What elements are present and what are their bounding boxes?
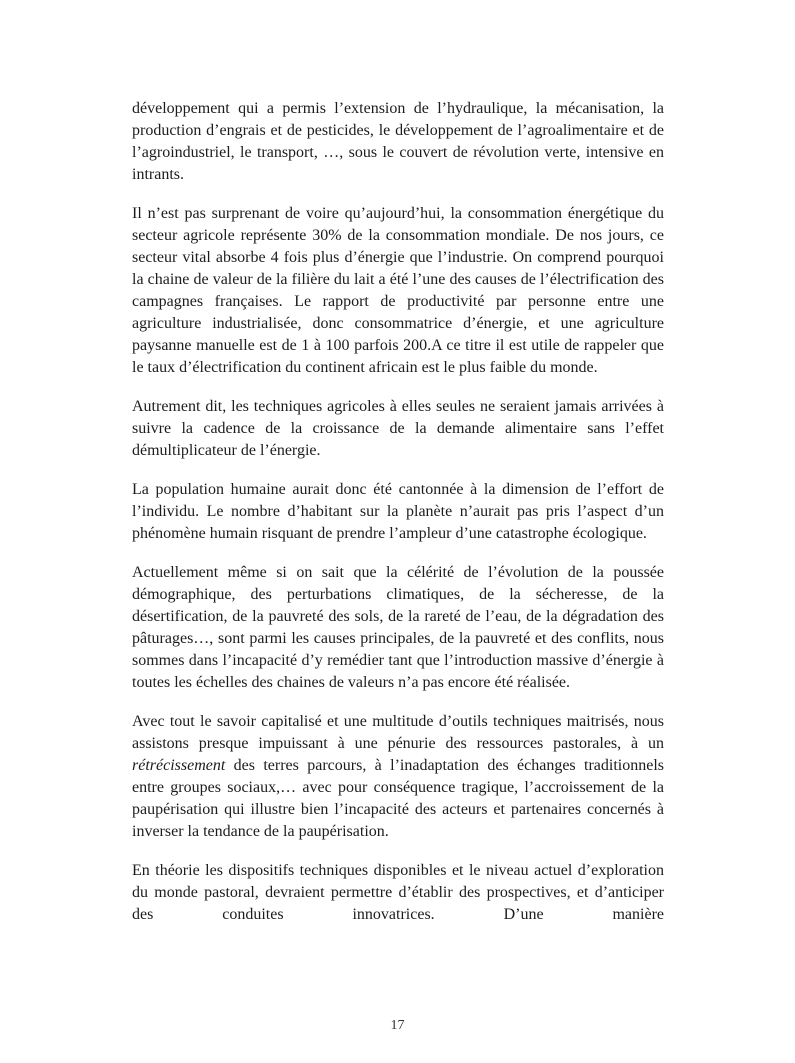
paragraph: Il n’est pas surprenant de voire qu’aujourd’hui, la consommation énergétique du secteur agricole représente 30% de la consommation mondiale. De nos jours, ce secteur vital absorbe 4 fois plus d’énergie que l’industrie. On comprend pourquoi la chaine de valeur de la filière du lait a été l’une des causes de l’électrification des campagnes françaises. Le rapport de productivité par personne entre une agriculture industrialisée, donc consommatrice d’énergie, et une agriculture paysanne manuelle est de 1 à 100 parfois 200.A ce titre il est utile de rappeler que le taux d’électrification du continent africain est le plus faible du monde. xyxy=(132,205,664,376)
paragraph xyxy=(132,711,664,843)
document-body xyxy=(132,98,664,943)
paragraph: Actuellement même si on sait que la célérité de l’évolution de la poussée démographique, des perturbations climatiques, de la sécheresse, de la désertification, de la pauvreté des sols, de la rareté de l’eau, de la dégradation des pâturages…, sont parmi les causes principales, de la pauvreté et des conflits, nous sommes dans l’incapacité d’y remédier tant que l’introduction massive d’énergie à toutes les échelles des chaines de valeurs n’a pas encore été réalisée. xyxy=(132,564,664,691)
paragraph: En théorie les dispositifs techniques disponibles et le niveau actuel d’exploration du monde pastoral, devraient permettre d’établir des prospectives, et d’anticiper des conduites innovatrices. D’une manière xyxy=(132,862,664,923)
paragraph-text: des terres parcours, à l’inadaptation des échanges traditionnels entre groupes sociaux,… avec pour conséquence tragique, l’accroissement de la paupérisation qui illustre bien l’incapacité des acteurs et partenaires concernés à inverser la tendance de la paupérisation. xyxy=(132,757,664,840)
italic-term: rétrécissement xyxy=(132,757,226,774)
paragraph: développement qui a permis l’extension de l’hydraulique, la mécanisation, la production d’engrais et de pesticides, le développement de l’agroalimentaire et de l’agroindustriel, le transport, …, sous le couvert de révolution verte, intensive en intrants. xyxy=(132,100,664,183)
page-number: 17 xyxy=(390,1018,405,1033)
paragraph: La population humaine aurait donc été cantonnée à la dimension de l’effort de l’individu. Le nombre d’habitant sur la planète n’aurait pas pris l’aspect d’un phénomène humain risquant de prendre l’ampleur d’une catastrophe écologique. xyxy=(132,481,664,542)
paragraph: Autrement dit, les techniques agricoles à elles seules ne seraient jamais arrivées à suivre la cadence de la croissance de la demande alimentaire sans l’effet démultiplicateur de l’énergie. xyxy=(132,398,664,459)
paragraph-text: Avec tout le savoir capitalisé et une multitude d’outils techniques maitrisés, nous assistons presque impuissant à une pénurie des ressources pastorales, à un xyxy=(132,713,664,752)
